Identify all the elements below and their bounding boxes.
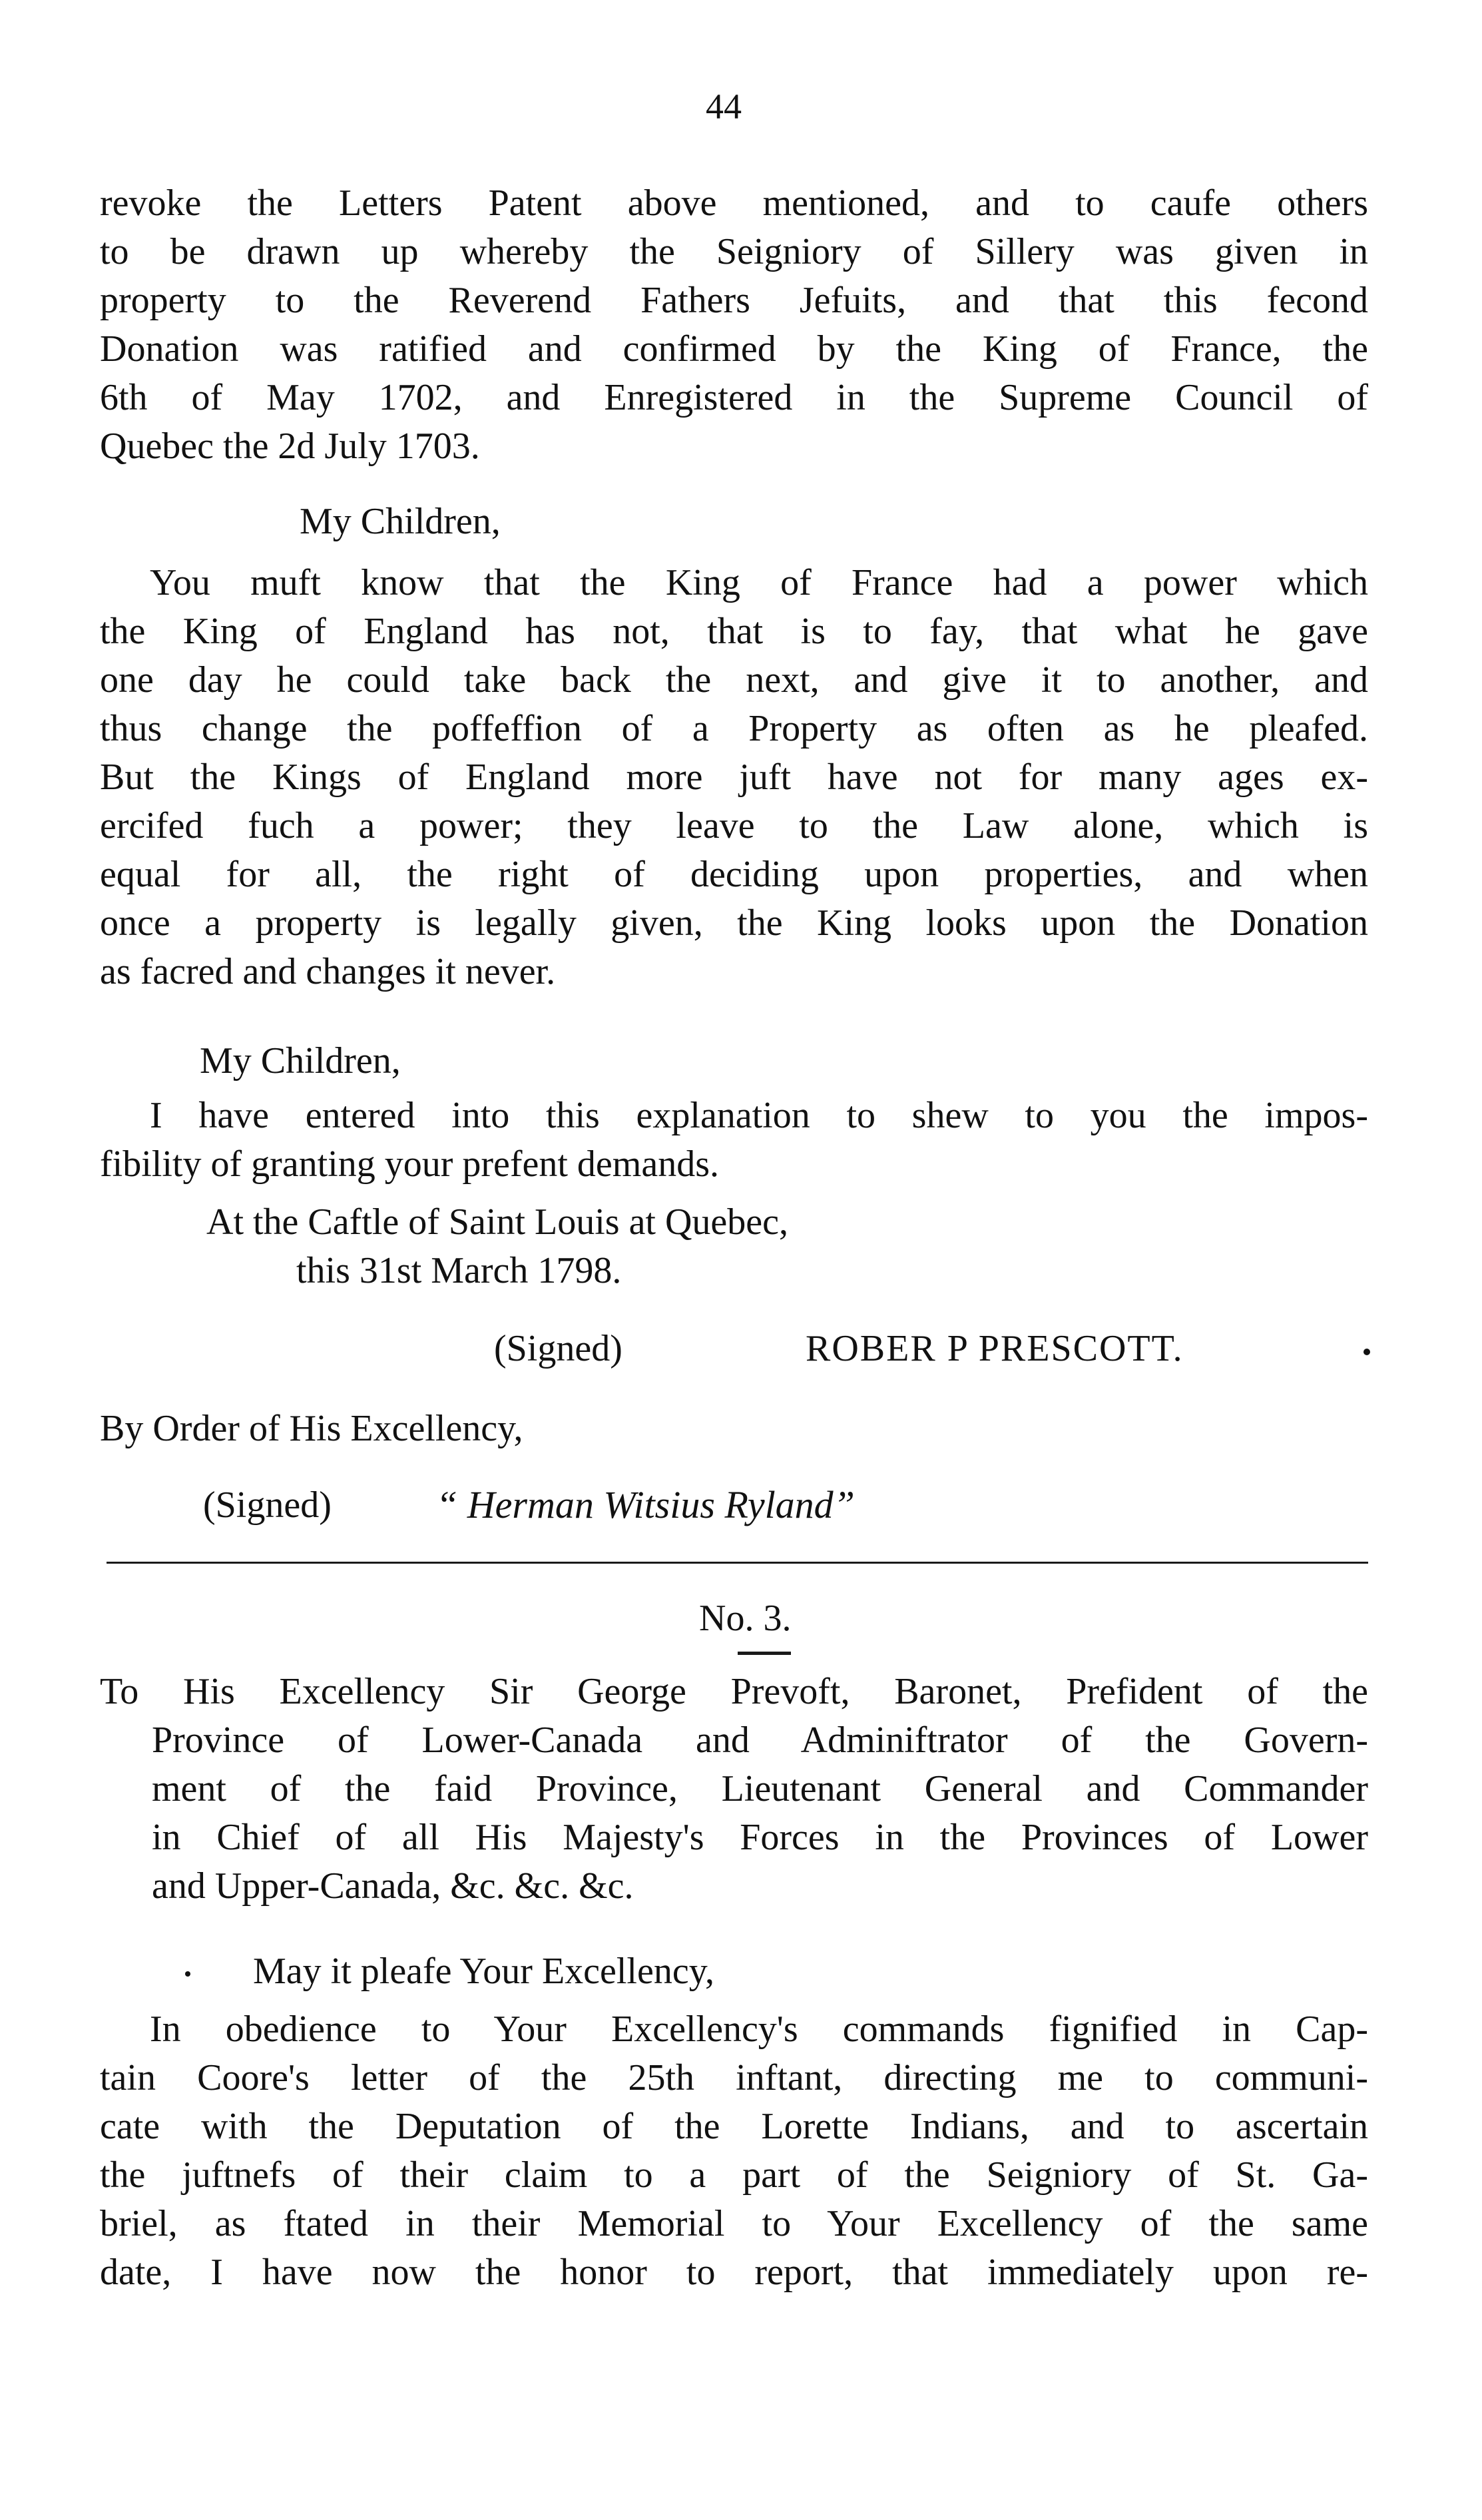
order-line: By Order of His Excellency, bbox=[100, 1408, 523, 1449]
salutation: My Children, bbox=[200, 1040, 401, 1082]
page-number: 44 bbox=[706, 87, 742, 127]
text-line: revoke the Letters Patent above mentioned, and to caufe others bbox=[100, 182, 1368, 224]
date-line: this 31st March 1798. bbox=[296, 1250, 622, 1291]
text-line: property to the Reverend Fathers Jefuits, and that this fecond bbox=[100, 280, 1368, 321]
text-line: the King of England has not, that is to fay, that what he gave bbox=[100, 611, 1368, 652]
place-line: At the Caftle of Saint Louis at Quebec, bbox=[206, 1201, 788, 1243]
text-line: briel, as ftated in their Memorial to Your Excellency of the same bbox=[100, 2203, 1368, 2244]
text-line: one day he could take back the next, and give it to another, and bbox=[100, 659, 1368, 701]
text-line: as facred and changes it never. bbox=[100, 951, 556, 992]
text-line: To His Excellency Sir George Prevoft, Baronet, Prefident of the bbox=[100, 1671, 1368, 1712]
salutation: May it pleafe Your Excellency, bbox=[253, 1951, 715, 1992]
text-line: 6th of May 1702, and Enregistered in the Supreme Council of bbox=[100, 377, 1368, 418]
text-line: tain Coore's letter of the 25th inftant, directing me to communi- bbox=[100, 2057, 1368, 2098]
text-line: fibility of granting your prefent demands. bbox=[100, 1143, 719, 1185]
ink-mark bbox=[185, 1971, 190, 1977]
salutation: My Children, bbox=[300, 501, 501, 542]
short-divider bbox=[738, 1652, 791, 1655]
text-line: ercifed fuch a power; they leave to the Law alone, which is bbox=[100, 805, 1368, 846]
text-line: and Upper-Canada, &c. &c. &c. bbox=[152, 1865, 634, 1907]
section-divider bbox=[107, 1562, 1368, 1564]
text-line: Province of Lower-Canada and Adminiftrator of the Govern- bbox=[152, 1720, 1368, 1761]
signed-label: (Signed) bbox=[494, 1328, 622, 1369]
text-line: the juftnefs of their claim to a part of the Seigniory of St. Ga- bbox=[100, 2154, 1368, 2196]
text-line: thus change the poffeffion of a Property as often as he pleafed. bbox=[100, 708, 1368, 749]
ink-mark bbox=[1363, 1349, 1370, 1355]
section-number: No. 3. bbox=[699, 1598, 792, 1639]
text-line: But the Kings of England more juft have not for many ages ex- bbox=[100, 757, 1368, 798]
text-line: to be drawn up whereby the Seigniory of Sillery was given in bbox=[100, 231, 1368, 272]
signer-name: ROBER P PRESCOTT. bbox=[806, 1328, 1184, 1369]
signed-label: (Signed) bbox=[203, 1484, 332, 1526]
text-line: In obedience to Your Excellency's commands fignified in Cap- bbox=[150, 2009, 1368, 2050]
text-line: once a property is legally given, the King looks upon the Donation bbox=[100, 902, 1368, 944]
text-line: cate with the Deputation of the Lorette Indians, and to ascertain bbox=[100, 2106, 1368, 2147]
text-line: Quebec the 2d July 1703. bbox=[100, 426, 480, 467]
signer-name: “ Herman Witsius Ryland” bbox=[436, 1483, 855, 1526]
text-line: date, I have now the honor to report, that immediately upon re- bbox=[100, 2252, 1368, 2293]
text-line: I have entered into this explanation to shew to you the impos- bbox=[150, 1095, 1368, 1136]
text-line: ment of the faid Province, Lieutenant General and Commander bbox=[152, 1768, 1368, 1809]
text-line: Donation was ratified and confirmed by the King of France, the bbox=[100, 328, 1368, 370]
text-line: in Chief of all His Majesty's Forces in the Provinces of Lower bbox=[152, 1817, 1368, 1858]
text-line: You muft know that the King of France had a power which bbox=[150, 562, 1368, 603]
text-line: equal for all, the right of deciding upon properties, and when bbox=[100, 854, 1368, 895]
